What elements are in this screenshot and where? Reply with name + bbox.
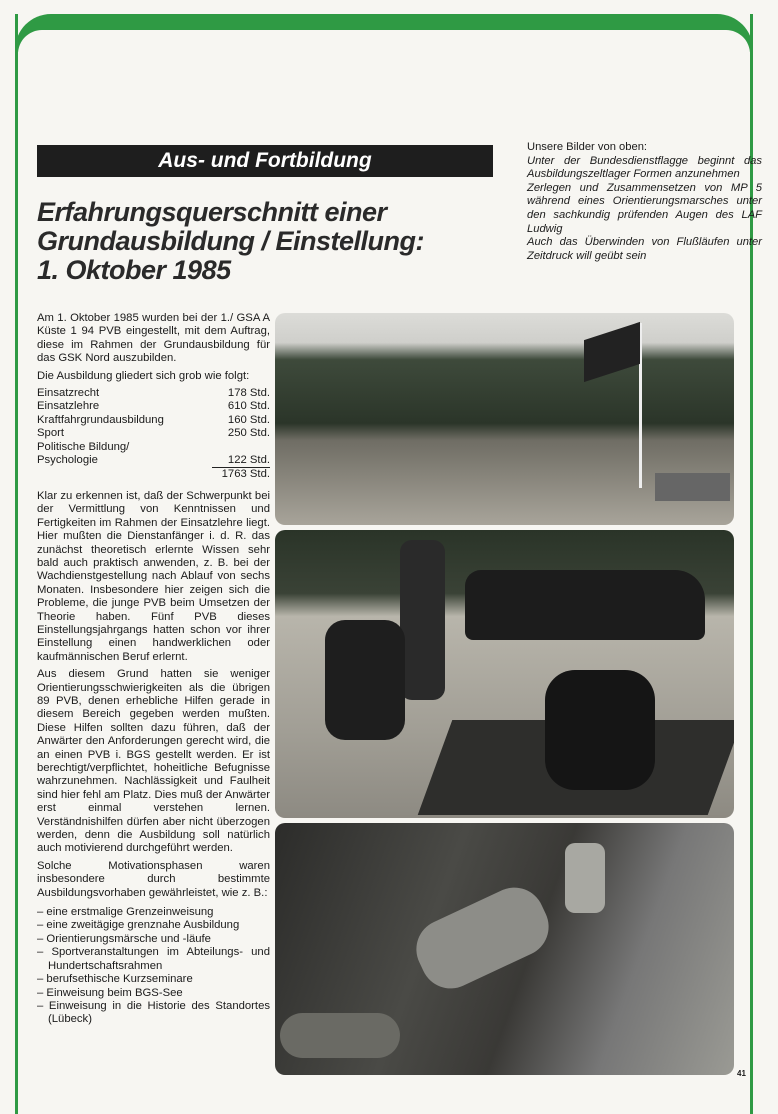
subject: Einsatzrecht xyxy=(37,387,100,400)
paragraph: Die Ausbildung gliedert sich grob wie folgt: xyxy=(37,369,250,382)
title-line: 1. Oktober 1985 xyxy=(37,255,231,285)
title-line: Grundausbildung / Einstellung: xyxy=(37,226,424,256)
paragraph: Am 1. Oktober 1985 wurden bei der 1./ GSA A Küste 1 94 PVB eingestellt, mit dem Auftrag, diese im Rahmen der Grundausbildung für das GSK Nord auszubilden. xyxy=(37,312,270,365)
hours: 160 Std. xyxy=(227,413,270,426)
inflatable-boat xyxy=(407,878,559,998)
subject: Einsatzlehre xyxy=(37,400,100,413)
total-row xyxy=(37,467,270,481)
hours: 610 Std. xyxy=(227,400,270,413)
hours: 250 Std. xyxy=(227,427,270,440)
seated-soldier xyxy=(325,620,405,740)
flag xyxy=(584,322,640,382)
photo-river-crossing xyxy=(275,823,734,1075)
activity-list xyxy=(37,906,270,1027)
article-body xyxy=(37,312,270,1027)
page-number: 41 xyxy=(737,1069,746,1078)
table-row xyxy=(37,427,270,440)
caption-item: Zerlegen und Zusammensetzen von MP 5 während eines Orientierungsmarsches unter den sachkundig prüfenden Augen des LAF Ludwig xyxy=(527,181,762,235)
list-item: – Orientierungsmärsche und -läufe xyxy=(37,932,211,945)
title-line: Erfahrungsquerschnitt einer xyxy=(37,197,387,227)
photo-weapon-assembly xyxy=(275,530,734,818)
section-heading: Aus- und Fortbildung xyxy=(37,145,493,177)
soldiers-on-bank xyxy=(565,843,605,913)
table-row xyxy=(37,400,270,413)
photo-flag-camp xyxy=(275,313,734,525)
hours-table xyxy=(37,387,270,482)
caption-intro: Unsere Bilder von oben: xyxy=(527,141,648,153)
table-row xyxy=(37,414,270,427)
photo-captions xyxy=(527,141,762,263)
caption-item: Unter der Bundesdienstflagge beginnt das Ausbildungszeltlager Formen anzunehmen xyxy=(527,154,762,181)
subject: Politische Bildung/ xyxy=(37,440,130,453)
list-item: – Einweisung beim BGS-See xyxy=(37,986,183,999)
paragraph: Klar zu erkennen ist, daß der Schwerpunkt bei der Vermittlung von Kenntnissen und Fertigkeiten im Rahmen der Einsatzlehre liegt. Hier mußten die Dienstanfänger i. d. R. das zunächst theoretisch erlernte Wissen sehr bald auch praktisch anwenden, z. B. bei der Wachdienstgestellung nach Ablauf von sechs Monaten. Insbesondere hier zeigen sich die Probleme, die junge PVB beim Umsetzen der Theorie haben. Fünf PVB dieses Einstellungsjahrgangs hatten schon vor ihrer Einstellung einen handwerklichen oder kaufmännischen Beruf erlernt. xyxy=(37,489,270,663)
caption-item: Auch das Überwinden von Flußläufen unter Zeitdruck will geübt sein xyxy=(527,236,762,262)
table-row xyxy=(37,441,270,454)
table-row xyxy=(37,387,270,400)
subject: Kraftfahrgrundausbildung xyxy=(37,413,164,426)
paragraph: Aus diesem Grund hatten sie weniger Orientierungsschwierigkeiten als die übrigen 89 PVB, denen erhebliche Hilfen gerade in diesem Bereich gegeben werden mußten. Diese Hilfen sollten dazu führen, daß der Anwärter den Anforderungen gerecht wird, die an einen PVB i. BGS gestellt werden. Er ist berechtigt/verpflichtet, hoheitliche Befugnisse wahrzunehmen. Nachlässigkeit und Faulheit sind hier fehl am Platz. Dies muß der Anwärter erst einmal verstehen lernen. Verständnishilfen dürfen aber nicht überzogen werden, denn die Ausbildung soll natürlich auch motivierend durchgeführt werden. xyxy=(37,668,270,855)
list-item: – berufsethische Kurzseminare xyxy=(37,973,193,986)
subject: Sport xyxy=(37,427,65,440)
hours: 178 Std. xyxy=(227,387,270,400)
hours: 122 Std. xyxy=(227,454,270,467)
list-item: – Einweisung in die Historie des Standortes (Lübeck) xyxy=(37,999,270,1026)
list-item: – eine erstmalige Grenzeinweisung xyxy=(37,906,214,919)
list-item: – eine zweitägige grenznahe Ausbildung xyxy=(37,919,240,932)
subject: Psychologie xyxy=(37,454,98,467)
car xyxy=(465,570,705,640)
table-row xyxy=(37,454,270,467)
boat xyxy=(280,1013,400,1058)
total-hours: 1763 Std. xyxy=(212,467,270,481)
officer xyxy=(400,540,445,700)
article-title xyxy=(37,198,507,285)
kneeling-soldiers xyxy=(545,670,655,790)
list-item: – Sportveranstaltungen im Abteilungs- und Hundertschaftsrahmen xyxy=(37,946,270,972)
paragraph: Solche Motivationsphasen waren insbesondere durch bestimmte Ausbildungsvorhaben gewährleistet, wie z. B.: xyxy=(37,859,270,899)
table xyxy=(655,473,730,501)
